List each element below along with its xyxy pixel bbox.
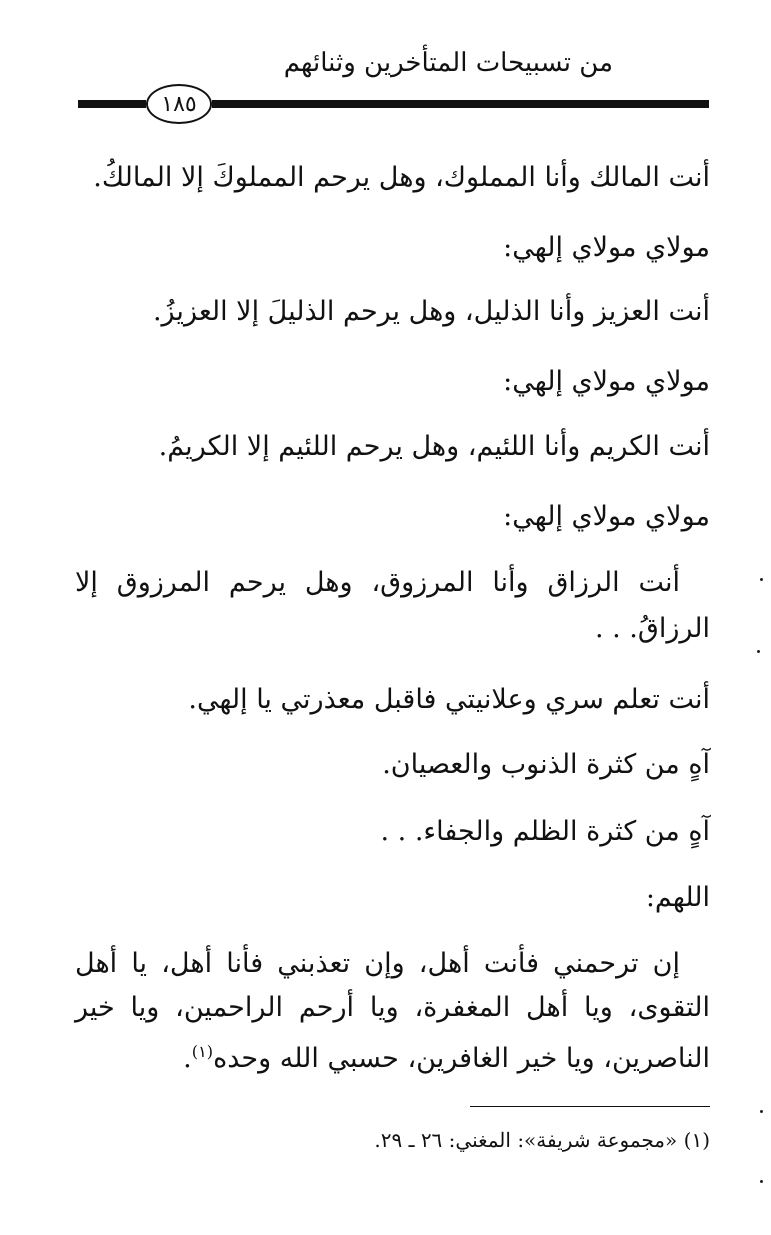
- scan-speck: [757, 650, 760, 653]
- page-number-text: ١٨٥: [161, 91, 197, 117]
- scan-speck: [760, 1110, 763, 1113]
- paragraph-8: أنت تعلم سري وعلانيتي فاقبل معذرتي يا إلهي.: [188, 684, 710, 715]
- paragraph-3: أنت العزيز وأنا الذليل، وهل يرحم الذليلَ إلا العزيزُ.: [152, 296, 710, 327]
- page-number: [146, 84, 212, 124]
- scan-speck: [760, 1180, 763, 1183]
- paragraph-12: [75, 942, 710, 1081]
- scan-speck: [760, 578, 763, 581]
- header-rule-right: [212, 100, 709, 108]
- paragraph-10: آهٍ من كثرة الظلم والجفاء. . .: [380, 816, 710, 847]
- paragraph-2: مولاي مولاي إلهي:: [503, 232, 710, 263]
- footnote-separator: [470, 1106, 710, 1107]
- running-header-title: من تسبيحات المتأخرين وثنائهم: [283, 48, 613, 78]
- header-rule-left: [78, 100, 146, 108]
- paragraph-9: آهٍ من كثرة الذنوب والعصيان.: [382, 749, 710, 780]
- footnote-reference: (١): [191, 1042, 214, 1061]
- paragraph-7: أنت الرزاق وأنا المرزوق، وهل يرحم المرزوق إلا الرزاقُ. . .: [75, 567, 710, 644]
- paragraph-11: اللهم:: [645, 882, 710, 913]
- footnote-number: (١): [683, 1128, 710, 1152]
- paragraph-12-text: إن ترحمني فأنت أهل، وإن تعذبني فأنا أهل، يا أهل التقوى، ويا أهل المغفرة، ويا أرحم الراحمين، ويا خير الناصرين، ويا خير الغافرين، حسبي الله وحده: [75, 948, 710, 1074]
- paragraph-4: مولاي مولاي إلهي:: [503, 366, 710, 397]
- footnote-text: «مجموعة شريفة»: المغني: ٢٦ ـ ٢٩.: [374, 1128, 678, 1152]
- footnote: [374, 1128, 710, 1152]
- paragraph-5: أنت الكريم وأنا اللئيم، وهل يرحم اللئيم إلا الكريمُ.: [158, 431, 710, 462]
- paragraph-1: أنت المالك وأنا المملوك، وهل يرحم المملوكَ إلا المالكُ.: [93, 162, 710, 193]
- paragraph-12-end: .: [183, 1043, 192, 1074]
- paragraph-6: مولاي مولاي إلهي:: [503, 501, 710, 532]
